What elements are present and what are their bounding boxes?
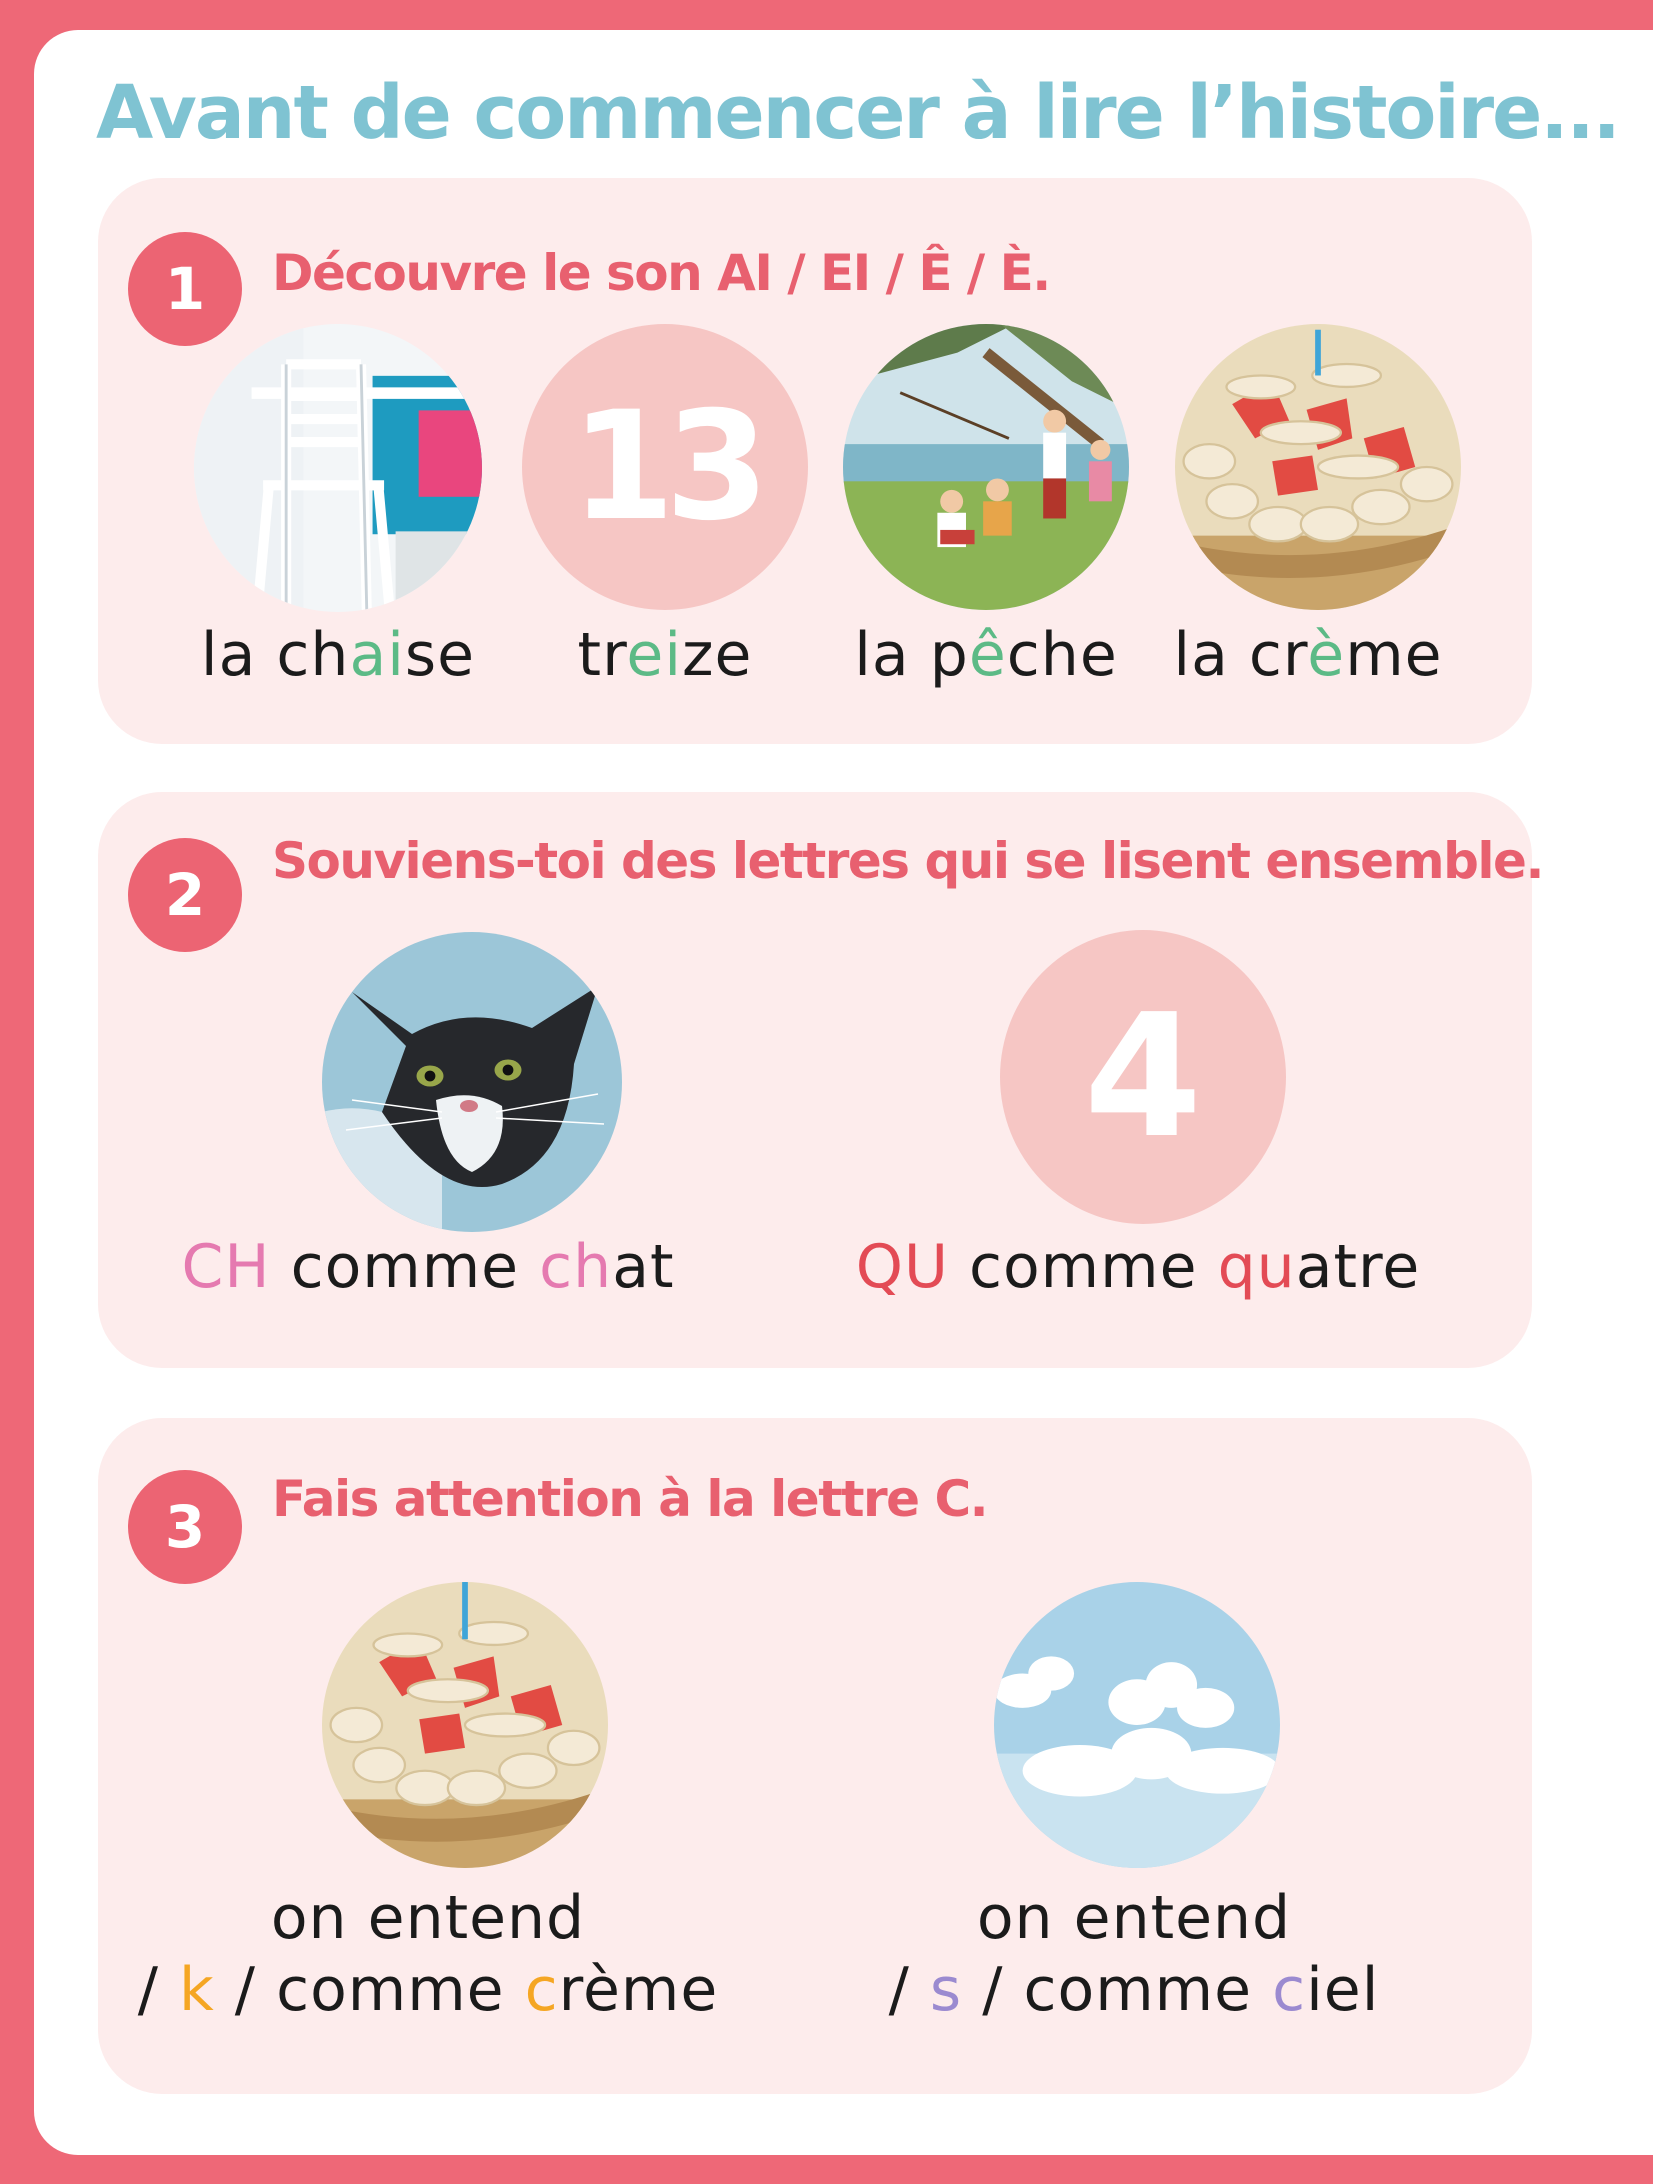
word-label: la pêche xyxy=(854,620,1118,690)
word-label: treize xyxy=(577,620,753,690)
word-label: la chaise xyxy=(200,620,476,690)
page-title: Avant de commencer à lire l’histoire... xyxy=(96,70,1619,156)
section-3-panel xyxy=(98,1418,1532,2094)
fishing-scene-image xyxy=(843,324,1129,610)
cream-cake-image xyxy=(322,1582,608,1868)
chair-image xyxy=(194,324,482,612)
section-number-badge: 1 xyxy=(128,232,242,346)
section-instruction: Souviens-toi des lettres qui se lisent ensemble. xyxy=(272,832,1543,890)
section-2-panel xyxy=(98,792,1543,1368)
word-label: CH comme chat xyxy=(181,1232,675,1302)
word-label: on entend / s / comme ciel xyxy=(888,1883,1380,2025)
number-13-image: 13 xyxy=(522,324,808,610)
section-instruction: Découvre le son AI / EI / Ê / È. xyxy=(272,244,1050,302)
section-instruction: Fais attention à la lettre C. xyxy=(272,1470,988,1528)
word-label: QU comme quatre xyxy=(855,1232,1421,1302)
section-1-panel xyxy=(98,178,1532,744)
cream-cake-image xyxy=(1175,324,1461,610)
word-label: on entend / k / comme crème xyxy=(137,1883,719,2025)
cloudy-sky-image xyxy=(994,1582,1280,1868)
kitten-image xyxy=(322,932,622,1232)
word-label: la crème xyxy=(1173,620,1443,690)
section-number-badge: 2 xyxy=(128,838,242,952)
number-4-image: 4 xyxy=(1000,930,1286,1224)
section-number-badge: 3 xyxy=(128,1470,242,1584)
